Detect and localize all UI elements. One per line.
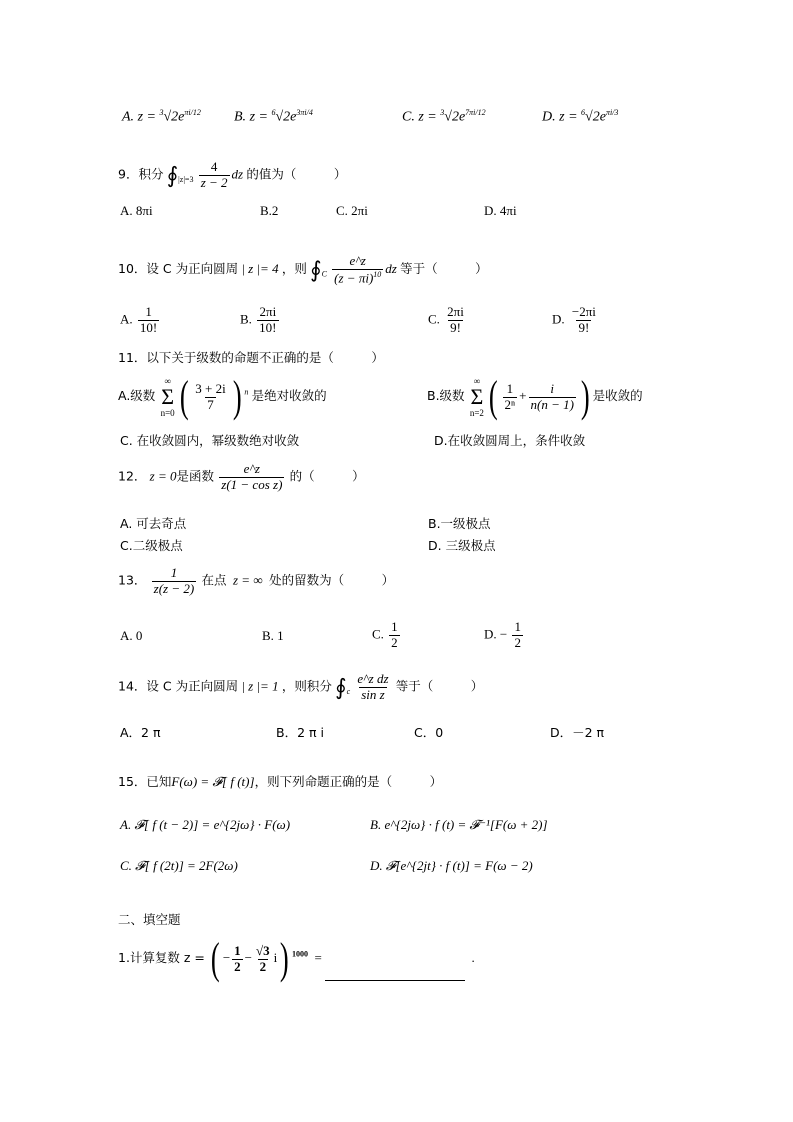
q11-option-b: B.级数 ∞ Σ n=2 ( $\frac{1}{\text{2ⁿ}}$ + $\frac{i}{n(n - 1)}$ ) 是收敛的: [427, 372, 643, 421]
q15-option-b: B. e^{2jω} · f (t) = 𝓕⁻¹[F(ω + 2)]: [370, 817, 548, 832]
q11-option-a: A.级数 ∞ Σ n=0 ( $\frac{3 + 2i}{7}$ ) $^n$ 是绝对收敛的: [118, 372, 327, 421]
q13-option-a: A. 0: [120, 628, 143, 643]
q12-option-c: C.二级极点: [120, 538, 183, 553]
q14-stem: 14．设 C 为正向圆周 | z |= 1 ，则积分 $∮_c$ $\frac{\text{e\textasciicircum{}z dz}}{\text{sin z}}$ 等于（ ）: [118, 671, 484, 702]
q9-option-d: D. 4πi: [484, 203, 517, 218]
q9-option-a: A. 8πi: [120, 203, 153, 218]
q10-stem: 10．设 C 为正向圆周 | z |= 4 ，则 $∮_C$ $\frac{e\^{}z}{(z - \pi i)^{10}}$ dz 等于（ ）: [118, 253, 488, 286]
q9-option-b: B.2: [260, 203, 279, 218]
q13-option-c: C. $\frac{1}{2}$: [372, 619, 398, 650]
q13-option-b: B. 1: [262, 628, 284, 643]
contour-integral-symbol: ∮: [166, 162, 179, 188]
q11-option-d: D.在收敛圆周上，条件收敛: [434, 433, 586, 448]
q10-option-c: C. $\frac{2\pi i}{9!}$: [428, 304, 464, 335]
q8-option-a: A. $z = ^3√2e^{\pi i/12}$: [122, 108, 201, 125]
q15-option-c: C. 𝓕[ f (2t)] = 2F(2ω): [120, 858, 238, 873]
q8-option-c: C. $z = ^3√2e^{7\pi i/12}$: [402, 108, 486, 125]
q9-stem: 9．积分 $∮_{|z|=3}$ $\frac{4}{z - 2}$ dz 的值为（ ）: [118, 159, 347, 190]
q12-option-d: D. 三级极点: [428, 538, 496, 553]
q8-option-d: D. $z = ^6√2e^{\pi i/3}$: [542, 108, 619, 125]
q15-option-d: D. 𝓕[e^{2jt} · f (t)] = F(ω − 2): [370, 858, 533, 873]
q9-option-c: C. 2πi: [336, 203, 368, 218]
q12-stem: 12． z = 0是函数 $\frac{e\^{}z}{\text{z(1 − cos z)}}$ 的（ ）: [118, 461, 365, 492]
q10-option-d: D. $\frac{-2\pi i}{9!}$: [552, 304, 596, 335]
section-title: 二、填空题: [118, 912, 181, 927]
q13-option-d: D. − $\frac{1}{2}$: [484, 619, 521, 650]
q15-option-a: A. 𝓕[ f (t − 2)] = e^{2jω} · F(ω): [120, 817, 291, 832]
q15-stem: 15．已知F(ω) = 𝓕[ f (t)]，则下列命题正确的是（ ）: [118, 774, 443, 789]
q14-option-c: C．0: [414, 725, 444, 740]
fill-q1: 1.计算复数 z = ( − $\frac{1}{2}$ − $\frac{√3}{2}$ i) $^{1000}$ = .: [118, 934, 475, 983]
q10-option-b: B. $\frac{2\pi i}{10!}$: [240, 304, 277, 335]
answer-blank[interactable]: [325, 966, 465, 981]
q8-option-b: B. $z = ^6√2e^{3\pi i/4}$: [234, 108, 313, 125]
q12-option-a: A. 可去奇点: [120, 516, 187, 531]
q14-option-d: D．－2 π: [550, 725, 605, 740]
q10-option-a: A. $\frac{1}{10!}$: [120, 304, 158, 335]
q13-stem: 13． $\frac{1}{z(z - 2)}$ 在点 z = ∞ 处的留数为（ ）: [118, 565, 395, 596]
q11-stem: 11．以下关于级数的命题不正确的是（ ）: [118, 350, 384, 365]
q14-option-a: A．2 π: [120, 725, 161, 740]
q12-option-b: B.一级极点: [428, 516, 491, 531]
q11-option-c: C. 在收敛圆内，幂级数绝对收敛: [120, 433, 300, 448]
q14-option-b: B．2 π i: [276, 725, 324, 740]
